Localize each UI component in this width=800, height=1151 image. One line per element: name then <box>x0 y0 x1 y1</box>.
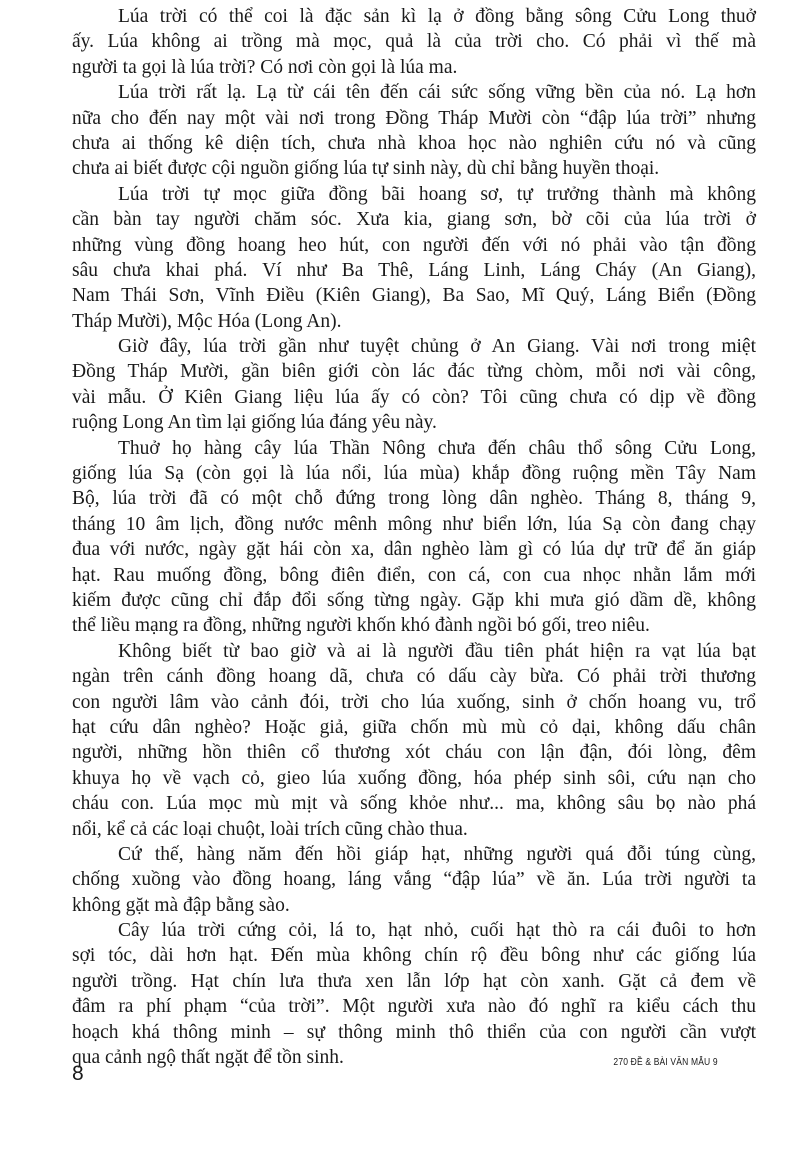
text-line: vài mẫu. Ở Kiên Giang liệu lúa ấy có còn? Tôi cũng chưa có dịp về đồng <box>72 386 756 408</box>
text-line: khuya họ về vạch cỏ, gieo lúa xuống đồng, hóa phép sinh sôi, cứu nạn cho <box>72 767 756 789</box>
text-line: hoạch khá thông minh – sự thông minh thô thiển của con người cần vượt <box>72 1021 756 1043</box>
paragraph <box>72 436 756 639</box>
text-line: nữa cho đến nay một vài nơi trong Đồng Tháp Mười còn “đập lúa trời” nhưng <box>72 107 756 129</box>
running-title: 270 ĐỀ & BÀI VĂN MẪU 9 <box>613 1057 718 1068</box>
text-line: ấy. Lúa không ai trồng mà mọc, quả là của trời cho. Có phải vì thế mà <box>72 31 756 53</box>
text-line: cháu con. Lúa mọc mù mịt và sống khỏe như... ma, không sâu bọ nào phá <box>72 793 756 815</box>
text-line: qua cảnh ngộ thất ngặt để tồn sinh. <box>72 1047 344 1069</box>
text-line: đua với nước, ngày gặt hái còn xa, dân nghèo làm gì có lúa dự trữ để ăn giáp <box>72 539 756 561</box>
text-line: Lúa trời rất lạ. Lạ từ cái tên đến cái sức sống vững bền của nó. Lạ hơn <box>118 82 756 104</box>
text-line: Lúa trời có thể coi là đặc sản kì lạ ở đồng bằng sông Cửu Long thuở <box>118 6 756 27</box>
text-line: Lúa trời tự mọc giữa đồng bãi hoang sơ, tự trưởng thành mà không <box>118 183 756 205</box>
text-line: hạt cứu dân nghèo? Hoặc giả, giữa chốn mù mù cỏ dại, không dấu chân <box>72 716 756 738</box>
page-number: 8 <box>72 1062 84 1085</box>
text-line: Bộ, lúa trời đã có một chỗ đứng trong lòng dân nghèo. Tháng 8, tháng 9, <box>72 488 756 510</box>
text-line: tháng 10 âm lịch, đồng nước mênh mông như biển lớn, lúa Sạ còn đang chạy <box>72 513 756 535</box>
text-line: cần bàn tay người chăm sóc. Xưa kia, giang sơn, bờ cõi của lúa trời ở <box>72 209 756 231</box>
paragraph <box>72 918 756 1070</box>
text-line: Thuở họ hàng cây lúa Thần Nông chưa đến châu thổ sông Cửu Long, <box>118 437 756 459</box>
text-line: sợi tóc, dài hơn hạt. Đến mùa không chín rộ đều bông như các giống lúa <box>72 945 756 967</box>
paragraph <box>72 842 756 918</box>
text-line: Đồng Tháp Mười, gần biên giới còn lác đác từng chòm, mỗi nơi vài công, <box>72 361 756 383</box>
text-line: Cây lúa trời cứng cỏi, lá to, hạt nhỏ, cuối hạt thò ra cái đuôi to hơn <box>118 920 756 942</box>
text-line: sâu chưa khai phá. Ví như Ba Thê, Láng Linh, Láng Cháy (An Giang), <box>72 259 756 281</box>
paragraph <box>72 80 756 182</box>
text-line: con người lâm vào cảnh đói, trời cho lúa xuống, sinh ở chốn hoang vu, trổ <box>72 691 756 713</box>
text-line: thể liều mạng ra đồng, những người khốn khó đành ngồi bó gối, treo niêu. <box>72 615 650 637</box>
paragraph <box>72 639 756 842</box>
text-line: kiếm được cũng chỉ đắp đổi sống từng ngày. Gặp khi mưa gió dầm dề, không <box>72 589 756 611</box>
text-line: Tháp Mười), Mộc Hóa (Long An). <box>72 310 342 332</box>
text-line: người trồng. Hạt chín lưa thưa xen lẫn lớp hạt còn xanh. Gặt cả đem về <box>72 970 756 992</box>
text-line: không gặt mà đập bằng sào. <box>72 894 290 916</box>
text-line: Không biết từ bao giờ và ai là người đầu tiên phát hiện ra vạt lúa bạt <box>118 640 756 662</box>
text-line: người ta gọi là lúa trời? Có nơi còn gọi là lúa ma. <box>72 56 458 78</box>
text-line: những vùng đồng hoang heo hút, con người đến với nó phải vào tận đồng <box>72 234 756 256</box>
paragraph <box>72 4 756 80</box>
text-line: chưa ai biết được cội nguồn giống lúa tự sinh này, dù chỉ bằng huyền thoại. <box>72 158 660 180</box>
text-line: chống xuồng vào đồng hoang, láng vắng “đập lúa” về ăn. Lúa trời người ta <box>72 869 756 891</box>
text-line: Giờ đây, lúa trời gần như tuyệt chủng ở An Giang. Vài nơi trong miệt <box>118 336 756 358</box>
text-line: hạt. Rau muống đồng, bông điên điển, con cá, con cua nhọc nhằn lắm mới <box>72 564 756 586</box>
paragraph <box>72 182 756 334</box>
paragraph <box>72 334 756 436</box>
text-line: đâm ra phí phạm “của trời”. Một người xưa nào đó nghĩ ra kiểu cách thu <box>72 996 756 1018</box>
document-body <box>72 4 756 1070</box>
text-line: chưa ai thống kê diện tích, chưa nhà khoa học nào nghiên cứu nó và cũng <box>72 132 756 154</box>
text-line: nổi, kể cả các loại chuột, loài trích cũng chào thua. <box>72 818 468 840</box>
text-line: ngàn trên cánh đồng hoang dã, chưa có dấu cày bừa. Có phải trời thương <box>72 666 756 688</box>
text-line: người, những hồn thiên cổ thương xót cháu con lận đận, đói lòng, đêm <box>72 742 756 764</box>
text-line: Nam Thái Sơn, Vĩnh Điều (Kiên Giang), Ba Sao, Mĩ Quý, Láng Biển (Đồng <box>72 285 756 307</box>
text-line: ruộng Long An tìm lại giống lúa đáng yêu này. <box>72 412 437 434</box>
text-line: Cứ thế, hàng năm đến hồi giáp hạt, những người quá đỗi túng cùng, <box>118 843 756 865</box>
text-line: giống lúa Sạ (còn gọi là lúa nổi, lúa mùa) khắp đồng ruộng mền Tây Nam <box>72 463 756 485</box>
